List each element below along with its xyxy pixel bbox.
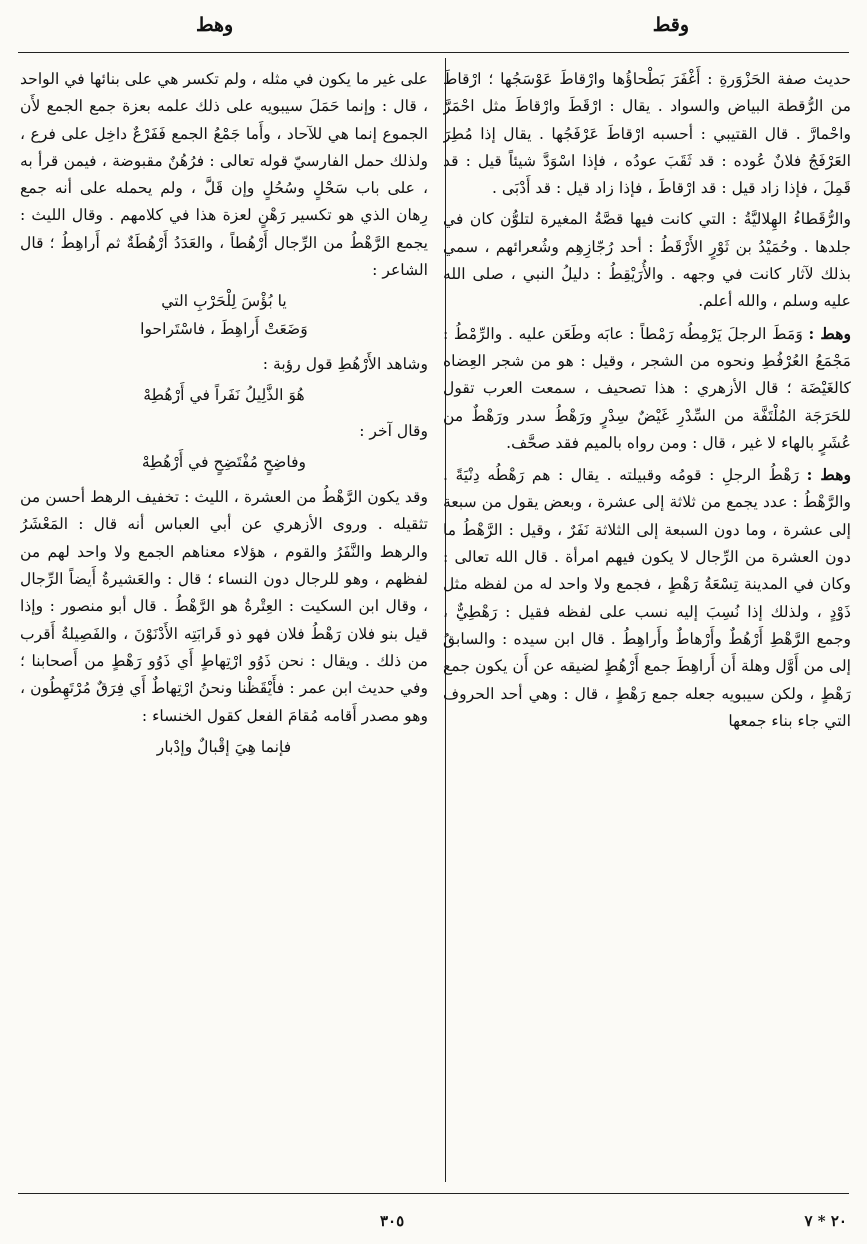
entry-text: وَمَطَ الرجلَ يَرْمِطُه رَمْطاً : عابَه وطَعَن عليه . والرِّمْطُ : مَجْمَعُ العُرْفُطِ ونحوه من الشجر ، وقيل : هو من شجر العِضاه كالغَيْضَة ؛ قال الأزهري : هذا تصحيف ، سمعت العرب تقول للحَرَجَة المُلْتَفَّة من السِّدْرِ غَيْضٌ سِدْرٍ ورَهْطُ سدر ورَهْطٌ من عُشَرٍ بالهاء لا غير ، قال : ومن رواه بالميم فقد صحَّف. [443, 324, 851, 452]
left-column [20, 66, 428, 1180]
paragraph [443, 320, 851, 457]
entry-text: وقد يكون الرَّهْطُ من العشرة ، الليث : تخفيف الرهط أحسن من تثقيله . وروى الأزهري عن أبي العباس أنه قال : المَعْشَرُ والرهط والنَّفَرُ والقوم ، هؤلاء معناهم الجمع ولا واحد لهم من لفظهم ، وهو للرجال دون النساء ؛ قال : والعَشيرةُ أَيضاً الرِّجال ، وقال ابن السكيت : العِتْرةُ هو الرَّهْطُ . قال أبو منصور : وإذا قيل بنو فلان رَهْطُ فلان فهو ذو قَرابَتِه الأَدْنَوْنَ ، والفَصِيلةُ أَقرب من ذلك . ويقال : نحن ذَوُو ارْتِهاطٍ أَي ذَوُو رَهْطٍ من أَصحابنا ؛ وفي حديث ابن عمر : فأَيْقَظْنا ونحنُ ارْتِهاطٌ أَي فِرَقٌ مُرْتَهِطُون ، وهو مصدر أَقامه مُقامَ الفعل كقول الخنساء : [20, 488, 428, 725]
verse-line: فإنما هِيَ إقْبالٌ وإدْبار [156, 737, 292, 756]
entry-text: والرُّقَطاءُ الهِلاليَّةُ : التي كانت فيها قصَّةُ المغيرة لتلوُّن كان في جلدها . وحُمَيْدُ بن ثَوْرٍ الأَرْقَطُ : أحد رُجّازِهِم وشُعرائهم ، سمي بذلك لآثار كانت في وجهه . والأُرَيْقِطُ : دليلُ النبي ، صلى الله عليه وسلم ، والله أعلم. [443, 210, 851, 311]
right-column [443, 66, 851, 1180]
headword: وهط : [808, 323, 851, 343]
verse [20, 382, 428, 409]
page-number: ٣٠٥ [380, 1212, 405, 1230]
verse-line: هُوَ الذَّلِيلُ نَفَراً في أَرْهُطِهْ [143, 386, 305, 405]
verse [20, 449, 428, 476]
entry-text: على غير ما يكون في مثله ، ولم تكسر هي على بنائها في الواحد ، قال : وإنما حَمَلَ سيبويه على ذلك علمه بعزة جمع الجمع لأَن الجموع إنما هي للآحاد ، وأَما جَمْعُ الجمع فَفَرْعٌ داخِل على فرع ، ولذلك حمل الفارسيّ قوله تعالى : فرُهُنٌ مقبوضة ، فيمن قرأ به ، على باب سَحْلٍ وسُحُلٍ وإن قَلَّ ، ولم يحمله على أنه جمع رِهان الذي هو تكسير رَهْنٍ لعزة هذا في كلامهم . وقال الليث : يجمع الرَّهْطُ من الرِّجال أَرْهُطاً ، والعَدَدُ أَرْهُطَةٌ ثم أَراهِطُ ؛ قال الشاعر : [20, 70, 428, 280]
paragraph [443, 206, 851, 315]
paragraph [443, 461, 851, 735]
running-header-right: وقط [652, 14, 689, 36]
entry-text: رَهْطُ الرجلِ : قومُه وقبيلته . يقال : هم رَهْطُه دِنْيَةً . والرَّهْطُ : عدد يجمع من ثلاثة إلى عشرة ، وبعض يقول من سبعة إلى عشرة ، وما دون السبعة إلى الثلاثة نَفَرٌ ، وقيل : الرَّهْطُ ما دون العشرة من الرِّجال لا يكون فيهم امرأة . قال الله تعالى : وكان في المدينة تِسْعَةُ رَهْطٍ ، فجمع ولا واحد له من لفظه مثل ذَوْدٍ ، ولذلك إذا نُسِبَ إليه نسب على لفظه فقيل : رَهْطِيٌّ ، وجمع الرَّهْطِ أَرْهُطٌ وأَرْهاطٌ وأَراهِطُ . قال ابن سيده : والسابقُ إلى من أَوَّل وهلة أَن أَراهِطَ جمع أَرْهُطٍ لضيقه عن أَن يكون جمع رَهْطٍ ، ولكن سيبويه جعله جمع رَهْطٍ ، قال : وهي أحد الحروف التي جاء بناء جمعها [443, 466, 851, 730]
running-header-left: وهط [196, 14, 234, 36]
paragraph [20, 351, 428, 378]
paragraph [20, 66, 428, 284]
signature-mark: ٢٠ * ٧ [804, 1212, 847, 1230]
top-rule [18, 52, 849, 53]
entry-text: حديث صفة الحَزْوَرةِ : أَغْفَرَ بَطْحاؤُها وارْقاطَ عَوْسَجُها ؛ ارْقاطَ من الرُّقطة البياض والسواد . يقال : ارْقَطَ وارْقاطَ مثل احْمَرَّ واحْمارَّ . قال القتيبي : أحسبه ارْقاطَ عَرْفَجُها . يقال إذا مُطِرَ العَرْفَجُ فلانٌ عُوده : قد ثَقَبَ عودُه ، فإذا اسْوَدَّ شيئاً قيل : قد قَمِلَ ، فإذا زاد قيل : قد ارْقاطَ ، فإذا زاد قيل : قد أَدْبَى . [443, 70, 851, 198]
verse [20, 288, 428, 343]
paragraph [20, 484, 428, 730]
paragraph [20, 418, 428, 445]
entry-text: وشاهد الأَرْهُطِ قول رؤبة : [262, 354, 428, 373]
verse-line: وفاضِحٍ مُفْتَضِحٍ في أَرْهُطِهْ [141, 452, 307, 471]
verse-line: وَضَعَتْ أَراهِطَ ، فاسْتَراحوا [140, 319, 308, 338]
paragraph [443, 66, 851, 202]
bottom-rule [18, 1193, 849, 1194]
verse [20, 734, 428, 761]
verse-line: يا بُؤْسَ لِلْحَرْبِ التي [161, 292, 287, 311]
headword: وهط : [806, 465, 851, 485]
entry-text: وقال آخر : [359, 421, 428, 440]
